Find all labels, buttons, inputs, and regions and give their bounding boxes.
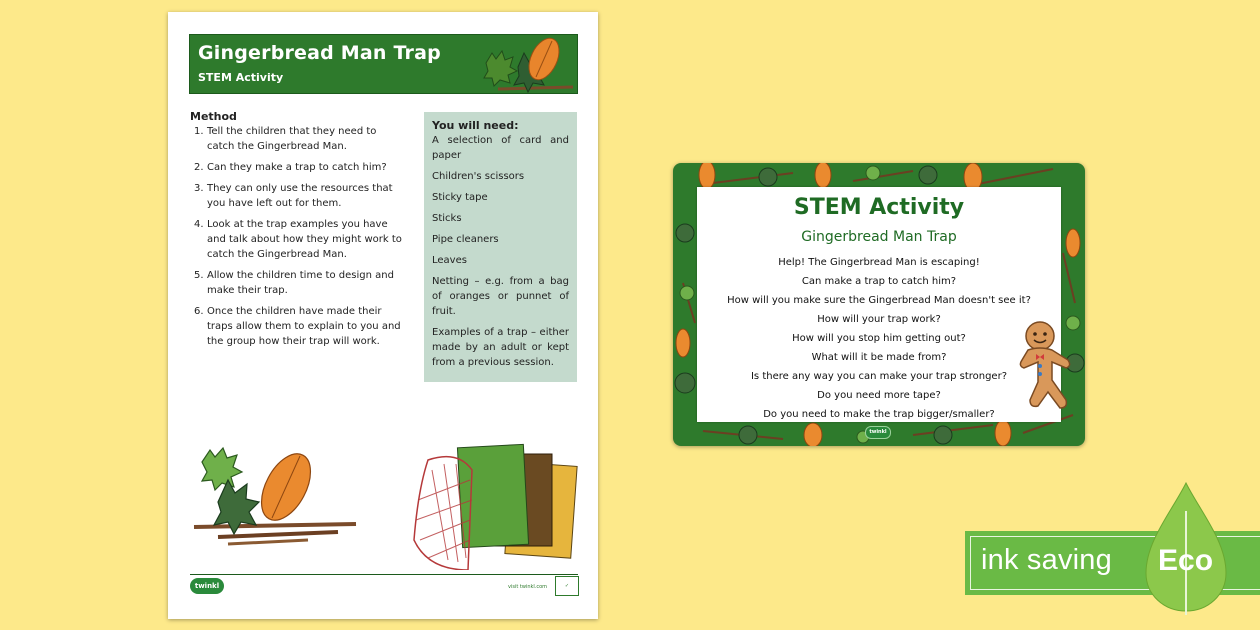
eco-badge-label: Eco (1158, 544, 1214, 577)
card-title: STEM Activity (793, 195, 965, 220)
leaves-and-sticks-illustration (188, 432, 363, 562)
needs-item: Children's scissors (432, 171, 525, 182)
card-question: How will you make sure the Gingerbread Man doesn't see it? (727, 295, 1031, 306)
sheet-title: Gingerbread Man Trap (198, 42, 441, 64)
method-step (188, 304, 406, 349)
method-list (188, 124, 406, 355)
step-number: 3. (194, 183, 204, 194)
card-question: Do you need more tape? (817, 390, 941, 401)
step-number: 6. (194, 306, 204, 317)
sheet-subtitle: STEM Activity (198, 71, 284, 84)
ink-saving-label: ink saving (981, 544, 1112, 576)
footer-url: visit twinkl.com (508, 584, 548, 590)
you-will-need-box (424, 112, 577, 382)
footer-badge-icon: ✓ (555, 576, 579, 596)
card-twinkl-logo: twinkl (865, 426, 891, 439)
card-question: What will it be made from? (811, 352, 947, 363)
title-banner (189, 34, 578, 94)
stem-activity-card (673, 163, 1085, 446)
card-question: Is there any way you can make your trap stronger? (750, 371, 1007, 382)
needs-item: Pipe cleaners (432, 234, 499, 245)
card-question: How will you stop him getting out? (792, 333, 966, 344)
step-number: 5. (194, 270, 204, 281)
method-step (188, 160, 406, 175)
card-question: Do you need to make the trap bigger/smaller? (763, 409, 995, 420)
step-text: Allow the children time to design and make their trap. (207, 270, 394, 296)
method-step (188, 124, 406, 154)
needs-item: Sticks (432, 213, 462, 224)
method-step (188, 217, 406, 262)
step-text: Can they make a trap to catch him? (207, 162, 387, 173)
method-step (188, 268, 406, 298)
needs-title: You will need: (432, 119, 519, 132)
step-text: They can only use the resources that you have left out for them. (207, 183, 393, 209)
step-text: Look at the trap examples you have and talk about how they might work to catch the Gingerbread Man. (207, 219, 402, 260)
method-heading: Method (190, 110, 237, 123)
needs-item: Examples of a trap – either made by an adult or kept from a previous session. (432, 327, 569, 368)
card-question: Can make a trap to catch him? (801, 276, 957, 287)
activity-sheet (168, 12, 598, 619)
gingerbread-man-icon (1008, 318, 1078, 428)
needs-item: Leaves (432, 255, 467, 266)
card-and-netting-illustration (408, 440, 578, 570)
card-question: How will your trap work? (817, 314, 941, 325)
needs-list (432, 133, 569, 370)
card-question-list (697, 253, 1061, 424)
card-subtitle: Gingerbread Man Trap (801, 229, 957, 245)
step-number: 4. (194, 219, 204, 230)
needs-item: Netting – e.g. from a bag of oranges or punnet of fruit. (432, 276, 569, 317)
step-number: 1. (194, 126, 204, 137)
step-text: Tell the children that they need to catch the Gingerbread Man. (207, 126, 377, 152)
needs-item: A selection of card and paper (432, 135, 569, 161)
method-step (188, 181, 406, 211)
step-number: 2. (194, 162, 204, 173)
twinkl-logo: twinkl (190, 578, 224, 594)
step-text: Once the children have made their traps allow them to explain to you and the group how their trap will work. (207, 306, 401, 347)
footer-divider (190, 574, 578, 575)
card-content-panel (697, 187, 1061, 422)
card-question: Help! The Gingerbread Man is escaping! (778, 257, 980, 268)
banner-leaves-illustration (478, 34, 578, 94)
needs-item: Sticky tape (432, 192, 488, 203)
